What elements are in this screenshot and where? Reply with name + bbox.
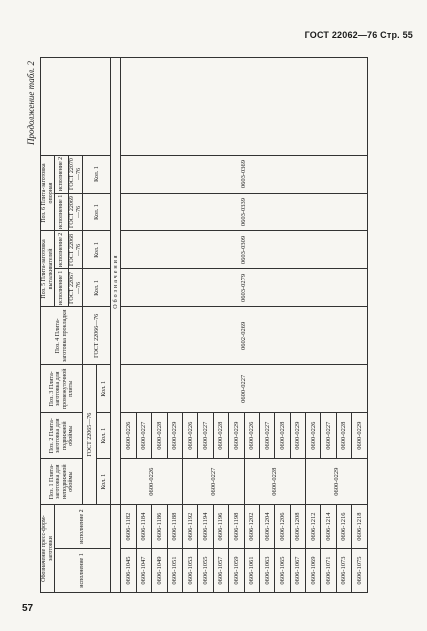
exec1-cell: 0606-1067 <box>290 549 305 593</box>
exec2-cell: 0606-1208 <box>290 505 305 549</box>
exec2-cell: 0606-1188 <box>167 505 182 549</box>
data-table <box>40 57 368 593</box>
exec2-cell: 0606-1214 <box>321 505 336 549</box>
table-subtitle: Продолжение табл. 2 <box>26 61 36 145</box>
exec1-cell: 0606-1069 <box>306 549 321 593</box>
exec2-cell: 0606-1186 <box>152 505 167 549</box>
pos6-exec2-cell: 0603-0369 <box>121 155 367 193</box>
pos6-qty1b: Кол. 1 <box>83 155 111 193</box>
exec1-cell: 0606-1061 <box>244 549 259 593</box>
pos1-cell: 0600-0229 <box>306 459 368 505</box>
exec2-cell: 0606-1204 <box>259 505 274 549</box>
exec1-heading: исполнение 1 <box>55 549 111 593</box>
pos6-exec1-heading: исполнение 1 <box>55 193 69 231</box>
pos2-cell: 0600-0226 <box>244 413 259 459</box>
blank-heading <box>41 58 111 156</box>
pos2-cell: 0600-0227 <box>321 413 336 459</box>
exec2-cell: 0606-1196 <box>213 505 228 549</box>
pos2-cell: 0600-0229 <box>167 413 182 459</box>
pos4-heading: Поз. 4 Плита-заготовка прокладки <box>41 307 83 365</box>
pos2-cell: 0600-0227 <box>136 413 151 459</box>
exec2-cell: 0606-1218 <box>352 505 367 549</box>
gost-22068: ГОСТ 22068—76 <box>69 231 83 269</box>
exec1-cell: 0606-1071 <box>321 549 336 593</box>
pos1-cell: 0600-0226 <box>121 459 183 505</box>
gost-22070: ГОСТ 22070—76 <box>69 155 83 193</box>
pos3-qty: Кол. 1 <box>97 365 111 413</box>
pos5-exec2-cell: 0603-0309 <box>121 231 367 269</box>
exec2-cell: 0606-1192 <box>182 505 197 549</box>
gost-22066: ГОСТ 22066—76 <box>83 307 111 365</box>
pos1-heading: Поз. 1 Плита-заготовка для неподвижной обоймы <box>41 459 83 505</box>
pos5-heading: Поз. 5 Плита-заготовка выталкивателей <box>41 231 55 307</box>
exec1-cell: 0606-1053 <box>182 549 197 593</box>
exec1-cell: 0606-1057 <box>213 549 228 593</box>
pos6-heading: Поз. 6 Плита-заготовка опорная <box>41 155 55 231</box>
exec1-cell: 0606-1059 <box>229 549 244 593</box>
pos2-cell: 0600-0226 <box>182 413 197 459</box>
exec2-cell: 0606-1198 <box>229 505 244 549</box>
exec2-cell: 0606-1202 <box>244 505 259 549</box>
page-header: ГОСТ 22062—76 Стр. 55 <box>304 30 413 40</box>
pos6-qty1: Кол. 1 <box>83 193 111 231</box>
pos6-exec2-heading: исполнение 2 <box>55 155 69 193</box>
pos1-qty: Кол. 1 <box>97 459 111 505</box>
pos2-cell: 0600-0229 <box>290 413 305 459</box>
exec2-cell: 0606-1216 <box>336 505 351 549</box>
exec2-heading: исполнение 2 <box>55 505 111 549</box>
press-form-heading: Обозначение пресс-форм-заготовки <box>41 505 55 593</box>
pos2-cell: 0600-0228 <box>152 413 167 459</box>
table-body <box>121 58 367 593</box>
exec1-cell: 0606-1045 <box>121 549 136 593</box>
exec2-cell: 0606-1206 <box>275 505 290 549</box>
pos2-cell: 0600-0226 <box>306 413 321 459</box>
pos2-cell: 0600-0228 <box>336 413 351 459</box>
pos2-cell: 0600-0229 <box>352 413 367 459</box>
exec2-cell: 0606-1212 <box>306 505 321 549</box>
table-row <box>121 58 136 593</box>
pos2-cell: 0600-0226 <box>121 413 136 459</box>
pos3-heading: Поз. 3 Плита-заготовка для промежуточной плиты <box>41 365 83 413</box>
exec2-cell: 0606-1184 <box>136 505 151 549</box>
pos5-exec2-heading: исполнение 2 <box>55 231 69 269</box>
exec1-cell: 0606-1051 <box>167 549 182 593</box>
pos5-exec1-heading: исполнение 1 <box>55 269 69 307</box>
designation-label: Обозначения <box>111 58 121 505</box>
exec2-cell: 0606-1194 <box>198 505 213 549</box>
pos5-exec1-cell: 0603-0279 <box>121 269 367 307</box>
pos2-cell: 0600-0227 <box>259 413 274 459</box>
exec2-cell: 0606-1182 <box>121 505 136 549</box>
exec1-cell: 0606-1049 <box>152 549 167 593</box>
pos2-cell: 0600-0229 <box>229 413 244 459</box>
pos5-qty1b: Кол. 1 <box>83 231 111 269</box>
pos6-exec1-cell: 0603-0339 <box>121 193 367 231</box>
exec1-cell: 0606-1065 <box>275 549 290 593</box>
exec1-cell: 0606-1073 <box>336 549 351 593</box>
pos2-heading: Поз. 2 Плита-заготовка для подвижной обоймы <box>41 413 83 459</box>
exec1-cell: 0606-1055 <box>198 549 213 593</box>
pos5-qty1: Кол. 1 <box>83 269 111 307</box>
pos2-cell: 0600-0227 <box>198 413 213 459</box>
exec1-cell: 0606-1063 <box>259 549 274 593</box>
blank-cell <box>121 58 367 156</box>
gost-22065: ГОСТ 22065—76 <box>83 365 97 505</box>
page-number: 57 <box>22 603 34 614</box>
gost-22069: ГОСТ 22069—76 <box>69 193 83 231</box>
pos2-cell: 0600-0228 <box>275 413 290 459</box>
pos2-cell: 0600-0228 <box>213 413 228 459</box>
pos2-qty: Кол. 1 <box>97 413 111 459</box>
gost-22067: ГОСТ 22067—76 <box>69 269 83 307</box>
exec1-cell: 0606-1047 <box>136 549 151 593</box>
pos1-cell: 0600-0228 <box>244 459 306 505</box>
exec1-cell: 0606-1075 <box>352 549 367 593</box>
pos1-cell: 0600-0227 <box>182 459 244 505</box>
rotated-table-stage <box>26 53 406 593</box>
pos4-cell: 0602-0269 <box>121 307 367 365</box>
pos3-cell: 0600-0227 <box>121 365 367 413</box>
